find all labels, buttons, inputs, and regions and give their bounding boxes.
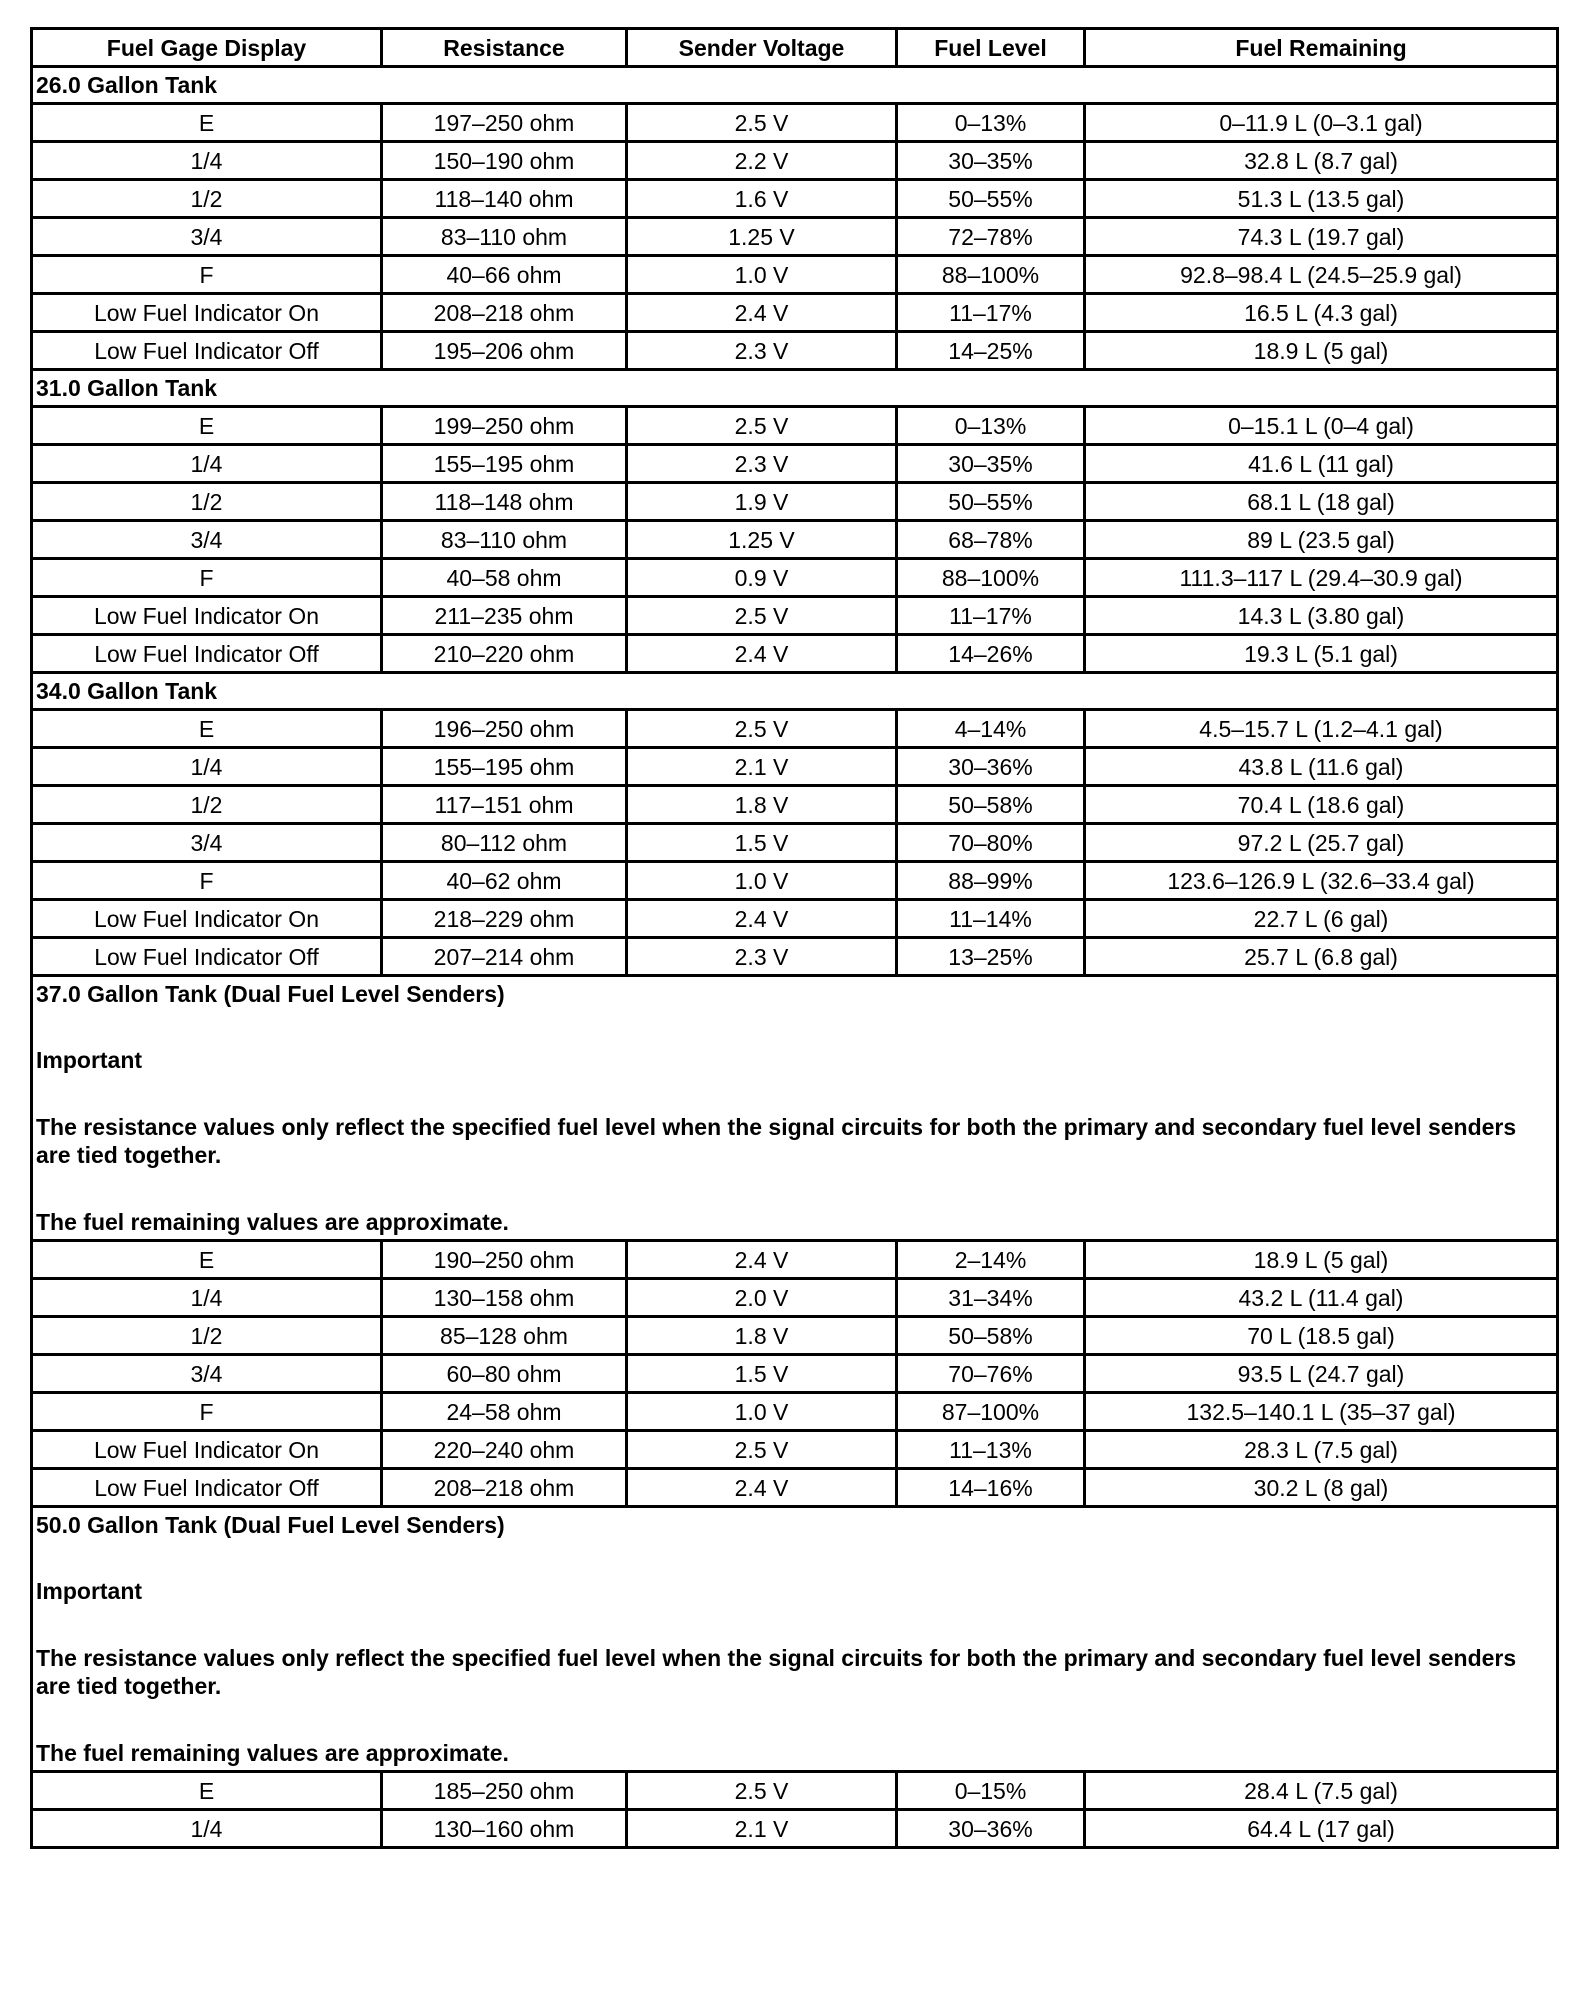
- gage-display-cell: F: [32, 1393, 382, 1431]
- fuel-remaining-cell: 123.6–126.9 L (32.6–33.4 gal): [1085, 862, 1558, 900]
- approximate-note: The fuel remaining values are approximate.: [36, 1209, 509, 1235]
- gage-display-cell: Low Fuel Indicator On: [32, 294, 382, 332]
- sender-voltage-cell: 2.5 V: [627, 1431, 897, 1469]
- gage-display-cell: 3/4: [32, 1355, 382, 1393]
- gage-display-cell: F: [32, 862, 382, 900]
- table-row: [32, 862, 1558, 900]
- header-fuel-level: Fuel Level: [897, 29, 1085, 67]
- fuel-remaining-cell: 92.8–98.4 L (24.5–25.9 gal): [1085, 256, 1558, 294]
- fuel-remaining-cell: 68.1 L (18 gal): [1085, 483, 1558, 521]
- fuel-remaining-cell: 18.9 L (5 gal): [1085, 1241, 1558, 1279]
- resistance-cell: 83–110 ohm: [382, 218, 627, 256]
- resistance-cell: 218–229 ohm: [382, 900, 627, 938]
- resistance-cell: 60–80 ohm: [382, 1355, 627, 1393]
- section-header: [32, 1507, 1558, 1772]
- fuel-remaining-cell: 70.4 L (18.6 gal): [1085, 786, 1558, 824]
- fuel-remaining-cell: 19.3 L (5.1 gal): [1085, 635, 1558, 673]
- fuel-remaining-cell: 30.2 L (8 gal): [1085, 1469, 1558, 1507]
- fuel-remaining-cell: 28.3 L (7.5 gal): [1085, 1431, 1558, 1469]
- fuel-level-cell: 0–13%: [897, 104, 1085, 142]
- table-row: [32, 1355, 1558, 1393]
- section-title: 26.0 Gallon Tank: [36, 72, 218, 98]
- gage-display-cell: Low Fuel Indicator Off: [32, 635, 382, 673]
- table-row: [32, 1317, 1558, 1355]
- section-title: 34.0 Gallon Tank: [36, 678, 218, 704]
- sender-voltage-cell: 2.3 V: [627, 332, 897, 370]
- sender-voltage-cell: 1.5 V: [627, 824, 897, 862]
- gage-display-cell: 3/4: [32, 218, 382, 256]
- gage-display-cell: 3/4: [32, 824, 382, 862]
- important-label: Important: [36, 1578, 143, 1604]
- fuel-level-cell: 4–14%: [897, 710, 1085, 748]
- resistance-cell: 40–58 ohm: [382, 559, 627, 597]
- table-row: [32, 1469, 1558, 1507]
- section-header-row: [32, 370, 1558, 407]
- section-header: [32, 673, 1558, 710]
- fuel-level-cell: 14–26%: [897, 635, 1085, 673]
- fuel-remaining-cell: 132.5–140.1 L (35–37 gal): [1085, 1393, 1558, 1431]
- sender-voltage-cell: 1.0 V: [627, 862, 897, 900]
- fuel-level-cell: 30–35%: [897, 445, 1085, 483]
- sender-voltage-cell: 2.2 V: [627, 142, 897, 180]
- sender-voltage-cell: 2.3 V: [627, 445, 897, 483]
- resistance-cell: 130–158 ohm: [382, 1279, 627, 1317]
- fuel-remaining-cell: 28.4 L (7.5 gal): [1085, 1772, 1558, 1810]
- fuel-level-cell: 68–78%: [897, 521, 1085, 559]
- table-row: [32, 938, 1558, 976]
- section-header: [32, 976, 1558, 1241]
- sender-voltage-cell: 2.3 V: [627, 938, 897, 976]
- gage-display-cell: E: [32, 104, 382, 142]
- fuel-remaining-cell: 18.9 L (5 gal): [1085, 332, 1558, 370]
- header-resistance: Resistance: [382, 29, 627, 67]
- fuel-remaining-cell: 32.8 L (8.7 gal): [1085, 142, 1558, 180]
- resistance-cell: 185–250 ohm: [382, 1772, 627, 1810]
- table-row: [32, 1241, 1558, 1279]
- sender-voltage-cell: 1.0 V: [627, 256, 897, 294]
- gage-display-cell: F: [32, 559, 382, 597]
- important-note: The resistance values only reflect the specified fuel level when the signal circuits for both the primary and secondary fuel level senders are tied together.: [36, 1114, 1517, 1168]
- fuel-remaining-cell: 0–15.1 L (0–4 gal): [1085, 407, 1558, 445]
- important-note: The resistance values only reflect the specified fuel level when the signal circuits for both the primary and secondary fuel level senders are tied together.: [36, 1645, 1517, 1699]
- sender-voltage-cell: 1.25 V: [627, 521, 897, 559]
- fuel-remaining-cell: 43.8 L (11.6 gal): [1085, 748, 1558, 786]
- fuel-level-cell: 0–13%: [897, 407, 1085, 445]
- resistance-cell: 208–218 ohm: [382, 1469, 627, 1507]
- resistance-cell: 207–214 ohm: [382, 938, 627, 976]
- resistance-cell: 117–151 ohm: [382, 786, 627, 824]
- fuel-remaining-cell: 89 L (23.5 gal): [1085, 521, 1558, 559]
- resistance-cell: 40–66 ohm: [382, 256, 627, 294]
- fuel-level-cell: 50–58%: [897, 786, 1085, 824]
- gage-display-cell: 1/2: [32, 786, 382, 824]
- gage-display-cell: 1/4: [32, 142, 382, 180]
- gage-display-cell: 1/2: [32, 1317, 382, 1355]
- sender-voltage-cell: 1.5 V: [627, 1355, 897, 1393]
- fuel-remaining-cell: 14.3 L (3.80 gal): [1085, 597, 1558, 635]
- table-row: [32, 900, 1558, 938]
- section-header-row: [32, 673, 1558, 710]
- resistance-cell: 208–218 ohm: [382, 294, 627, 332]
- fuel-level-cell: 70–76%: [897, 1355, 1085, 1393]
- sender-voltage-cell: 0.9 V: [627, 559, 897, 597]
- resistance-cell: 118–140 ohm: [382, 180, 627, 218]
- resistance-cell: 130–160 ohm: [382, 1810, 627, 1848]
- table-row: [32, 256, 1558, 294]
- gage-display-cell: E: [32, 1241, 382, 1279]
- gage-display-cell: 1/2: [32, 483, 382, 521]
- fuel-level-cell: 31–34%: [897, 1279, 1085, 1317]
- table-row: [32, 180, 1558, 218]
- sender-voltage-cell: 2.5 V: [627, 1772, 897, 1810]
- sender-voltage-cell: 2.1 V: [627, 1810, 897, 1848]
- resistance-cell: 118–148 ohm: [382, 483, 627, 521]
- table-row: [32, 1393, 1558, 1431]
- sender-voltage-cell: 2.5 V: [627, 597, 897, 635]
- gage-display-cell: 1/4: [32, 1810, 382, 1848]
- resistance-cell: 155–195 ohm: [382, 445, 627, 483]
- section-title: 37.0 Gallon Tank (Dual Fuel Level Senders): [36, 981, 505, 1007]
- fuel-level-cell: 11–14%: [897, 900, 1085, 938]
- approximate-note: The fuel remaining values are approximate.: [36, 1740, 509, 1766]
- fuel-level-cell: 30–36%: [897, 748, 1085, 786]
- section-header-row: [32, 67, 1558, 104]
- fuel-remaining-cell: 4.5–15.7 L (1.2–4.1 gal): [1085, 710, 1558, 748]
- header-fuel-remaining: Fuel Remaining: [1085, 29, 1558, 67]
- fuel-level-cell: 88–100%: [897, 256, 1085, 294]
- gage-display-cell: 1/2: [32, 180, 382, 218]
- table-body: [32, 67, 1558, 1848]
- table-row: [32, 104, 1558, 142]
- resistance-cell: 190–250 ohm: [382, 1241, 627, 1279]
- fuel-level-cell: 14–25%: [897, 332, 1085, 370]
- important-label: Important: [36, 1047, 143, 1073]
- sender-voltage-cell: 2.5 V: [627, 710, 897, 748]
- gage-display-cell: 1/4: [32, 1279, 382, 1317]
- fuel-level-cell: 50–55%: [897, 483, 1085, 521]
- resistance-cell: 210–220 ohm: [382, 635, 627, 673]
- table-row: [32, 483, 1558, 521]
- fuel-remaining-cell: 70 L (18.5 gal): [1085, 1317, 1558, 1355]
- table-row: [32, 1431, 1558, 1469]
- sender-voltage-cell: 2.4 V: [627, 900, 897, 938]
- table-row: [32, 1810, 1558, 1848]
- resistance-cell: 24–58 ohm: [382, 1393, 627, 1431]
- section-header-row: [32, 1507, 1558, 1772]
- gage-display-cell: Low Fuel Indicator Off: [32, 1469, 382, 1507]
- table-row: [32, 218, 1558, 256]
- resistance-cell: 197–250 ohm: [382, 104, 627, 142]
- table-row: [32, 1279, 1558, 1317]
- gage-display-cell: E: [32, 1772, 382, 1810]
- sender-voltage-cell: 1.25 V: [627, 218, 897, 256]
- gage-display-cell: E: [32, 407, 382, 445]
- fuel-remaining-cell: 0–11.9 L (0–3.1 gal): [1085, 104, 1558, 142]
- sender-voltage-cell: 2.5 V: [627, 407, 897, 445]
- fuel-remaining-cell: 111.3–117 L (29.4–30.9 gal): [1085, 559, 1558, 597]
- sender-voltage-cell: 2.4 V: [627, 1241, 897, 1279]
- section-title: 50.0 Gallon Tank (Dual Fuel Level Senders): [36, 1512, 505, 1538]
- gage-display-cell: Low Fuel Indicator Off: [32, 332, 382, 370]
- fuel-level-cell: 13–25%: [897, 938, 1085, 976]
- fuel-remaining-cell: 41.6 L (11 gal): [1085, 445, 1558, 483]
- table-row: [32, 521, 1558, 559]
- resistance-cell: 155–195 ohm: [382, 748, 627, 786]
- fuel-level-cell: 72–78%: [897, 218, 1085, 256]
- table-row: [32, 824, 1558, 862]
- table-row: [32, 332, 1558, 370]
- fuel-level-cell: 88–99%: [897, 862, 1085, 900]
- table-row: [32, 710, 1558, 748]
- sender-voltage-cell: 2.5 V: [627, 104, 897, 142]
- resistance-cell: 80–112 ohm: [382, 824, 627, 862]
- table-row: [32, 294, 1558, 332]
- resistance-cell: 40–62 ohm: [382, 862, 627, 900]
- resistance-cell: 199–250 ohm: [382, 407, 627, 445]
- fuel-level-cell: 50–55%: [897, 180, 1085, 218]
- fuel-remaining-cell: 51.3 L (13.5 gal): [1085, 180, 1558, 218]
- header-sender-voltage: Sender Voltage: [627, 29, 897, 67]
- gage-display-cell: Low Fuel Indicator Off: [32, 938, 382, 976]
- table-row: [32, 786, 1558, 824]
- fuel-level-cell: 88–100%: [897, 559, 1085, 597]
- fuel-gage-table: [30, 27, 1559, 1849]
- fuel-remaining-cell: 74.3 L (19.7 gal): [1085, 218, 1558, 256]
- sender-voltage-cell: 1.9 V: [627, 483, 897, 521]
- resistance-cell: 85–128 ohm: [382, 1317, 627, 1355]
- gage-display-cell: 3/4: [32, 521, 382, 559]
- resistance-cell: 211–235 ohm: [382, 597, 627, 635]
- gage-display-cell: E: [32, 710, 382, 748]
- fuel-level-cell: 30–35%: [897, 142, 1085, 180]
- section-header-row: [32, 976, 1558, 1241]
- header-fuel-gage-display: Fuel Gage Display: [32, 29, 382, 67]
- table-row: [32, 142, 1558, 180]
- gage-display-cell: 1/4: [32, 748, 382, 786]
- fuel-level-cell: 11–17%: [897, 294, 1085, 332]
- sender-voltage-cell: 2.4 V: [627, 635, 897, 673]
- fuel-level-cell: 70–80%: [897, 824, 1085, 862]
- gage-display-cell: Low Fuel Indicator On: [32, 597, 382, 635]
- table-row: [32, 445, 1558, 483]
- fuel-level-cell: 14–16%: [897, 1469, 1085, 1507]
- fuel-level-cell: 11–13%: [897, 1431, 1085, 1469]
- sender-voltage-cell: 1.8 V: [627, 1317, 897, 1355]
- table-row: [32, 559, 1558, 597]
- fuel-remaining-cell: 16.5 L (4.3 gal): [1085, 294, 1558, 332]
- gage-display-cell: 1/4: [32, 445, 382, 483]
- fuel-remaining-cell: 97.2 L (25.7 gal): [1085, 824, 1558, 862]
- sender-voltage-cell: 2.4 V: [627, 294, 897, 332]
- section-title: 31.0 Gallon Tank: [36, 375, 218, 401]
- fuel-level-cell: 87–100%: [897, 1393, 1085, 1431]
- fuel-remaining-cell: 25.7 L (6.8 gal): [1085, 938, 1558, 976]
- fuel-remaining-cell: 64.4 L (17 gal): [1085, 1810, 1558, 1848]
- fuel-remaining-cell: 22.7 L (6 gal): [1085, 900, 1558, 938]
- table-row: [32, 597, 1558, 635]
- section-header: [32, 67, 1558, 104]
- table-row: [32, 748, 1558, 786]
- table-row: [32, 1772, 1558, 1810]
- header-row: [32, 29, 1558, 67]
- fuel-level-cell: 50–58%: [897, 1317, 1085, 1355]
- sender-voltage-cell: 2.4 V: [627, 1469, 897, 1507]
- sender-voltage-cell: 1.6 V: [627, 180, 897, 218]
- gage-display-cell: Low Fuel Indicator On: [32, 900, 382, 938]
- fuel-level-cell: 0–15%: [897, 1772, 1085, 1810]
- table-row: [32, 635, 1558, 673]
- fuel-remaining-cell: 93.5 L (24.7 gal): [1085, 1355, 1558, 1393]
- fuel-remaining-cell: 43.2 L (11.4 gal): [1085, 1279, 1558, 1317]
- sender-voltage-cell: 2.1 V: [627, 748, 897, 786]
- fuel-level-cell: 30–36%: [897, 1810, 1085, 1848]
- resistance-cell: 83–110 ohm: [382, 521, 627, 559]
- gage-display-cell: Low Fuel Indicator On: [32, 1431, 382, 1469]
- sender-voltage-cell: 1.0 V: [627, 1393, 897, 1431]
- fuel-level-cell: 2–14%: [897, 1241, 1085, 1279]
- resistance-cell: 196–250 ohm: [382, 710, 627, 748]
- resistance-cell: 195–206 ohm: [382, 332, 627, 370]
- sender-voltage-cell: 2.0 V: [627, 1279, 897, 1317]
- resistance-cell: 150–190 ohm: [382, 142, 627, 180]
- gage-display-cell: F: [32, 256, 382, 294]
- resistance-cell: 220–240 ohm: [382, 1431, 627, 1469]
- sender-voltage-cell: 1.8 V: [627, 786, 897, 824]
- fuel-level-cell: 11–17%: [897, 597, 1085, 635]
- section-header: [32, 370, 1558, 407]
- table-row: [32, 407, 1558, 445]
